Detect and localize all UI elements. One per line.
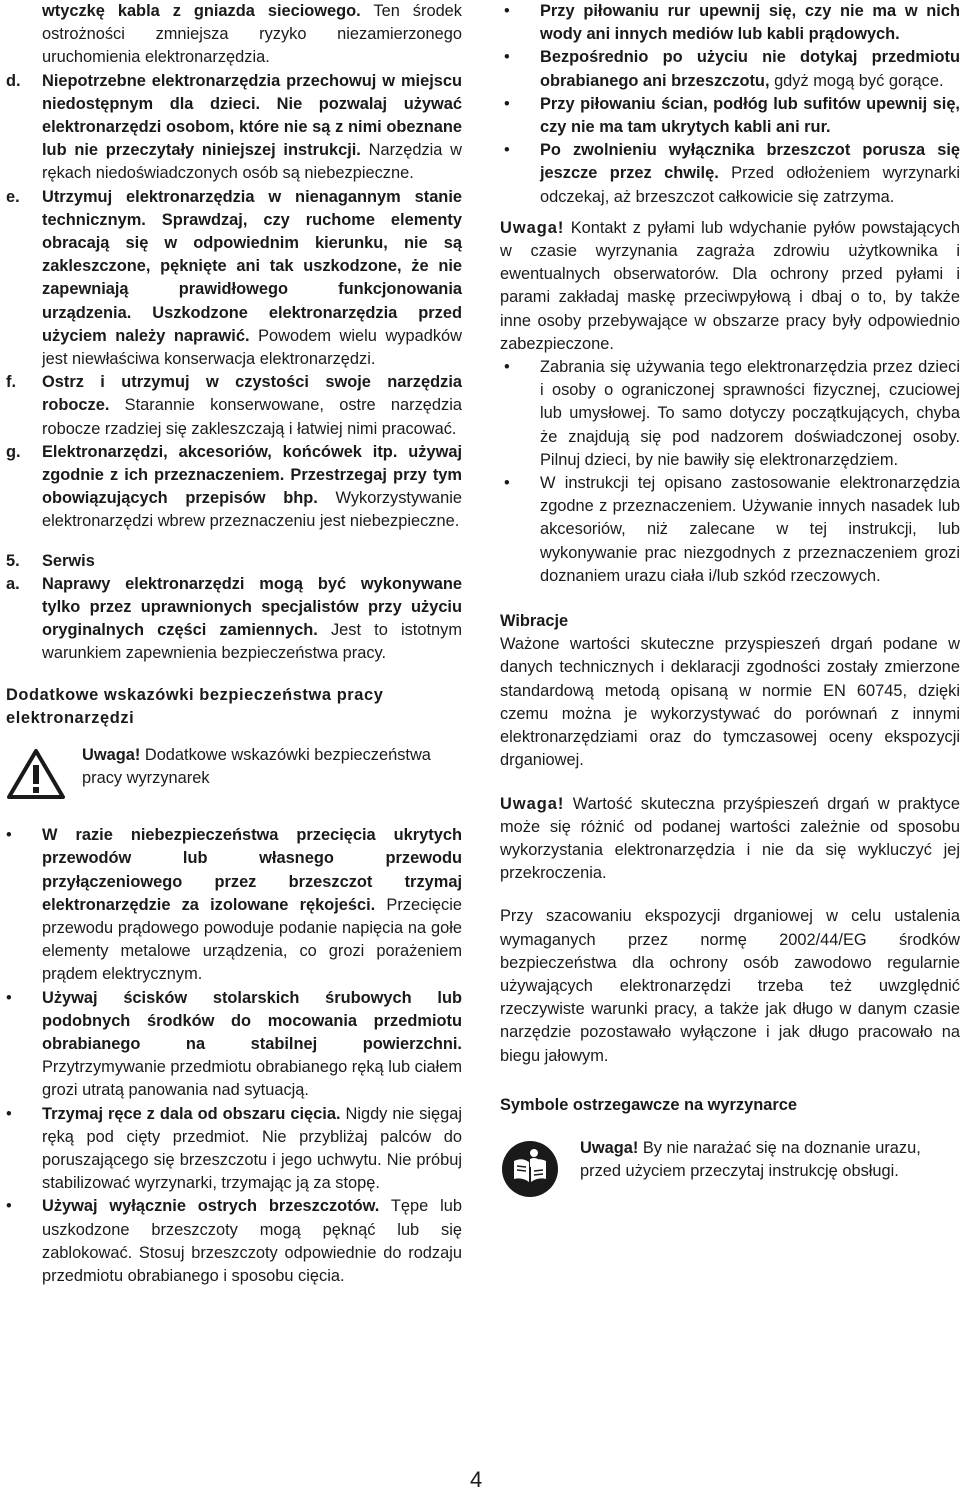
bullet-list (6, 824, 462, 1288)
left-column (6, 0, 462, 1288)
body-text: Przecięcie przewodu prądowego powoduje podanie napięcia na gołe elementy metalowe urządzenia, co grozi porażeniem prądem elektrycznym. (42, 895, 462, 984)
body-text: Starannie konserwowane, ostre narzędzia robocze rzadziej się zakleszczają i łatwiej nimi pracować. (42, 396, 462, 438)
list-item (500, 93, 960, 139)
vibration-warning-paragraph (500, 793, 960, 886)
list-item-d (6, 70, 462, 186)
dust-warning-paragraph (500, 217, 960, 356)
warning-label: Uwaga! (82, 746, 141, 765)
bold-text: wtyczkę kabla z gniazda sieciowego. (42, 2, 361, 20)
list-item-a (6, 573, 462, 666)
list-item: • Zabrania się używania tego elektronarzędzia przez dzieci i osoby o ograniczonej sprawności fizycznej, czuciowej lub umysłowej. To samo dotyczy początkujących, chyba że znajdują się pod nadzorem doświadczonej osoby. Pilnuj dzieci, by nie bawiły się elektronarzędziem. (500, 356, 960, 472)
warning-triangle-icon (6, 748, 66, 807)
item-label: d. (6, 71, 21, 90)
item-label: a. (6, 574, 20, 593)
bold-text: Naprawy elektronarzędzi mogą być wykonywane tylko przez uprawnionych specjalistów przy użyciu oryginalnych części zamiennych. (42, 574, 462, 640)
list-item (6, 987, 462, 1103)
body-text: Narzędzia w rękach niedoświadczonych osób są niebezpieczne. (42, 141, 462, 183)
list-item-f (6, 371, 462, 441)
list-item-g (6, 441, 462, 534)
bold-text: Elektronarzędzi, akcesoriów, końcówek itp. używaj zgodnie z ich przeznaczeniem. Przestrzegaj przy tym obowiązujących przepisów bhp. (42, 442, 462, 508)
item-label: g. (6, 442, 21, 461)
vibration-heading: Wibracje (500, 612, 569, 631)
list-item (500, 0, 960, 46)
bold-text: Przy piłowaniu ścian, podłóg lub sufitów upewnij się, czy nie ma tam ukrytych kabli ani rur. (540, 94, 960, 137)
list-item (6, 1103, 462, 1196)
section-5-heading (6, 550, 462, 573)
bold-text: Bezpośrednio po użyciu nie dotykaj przedmiotu obrabianego ani brzeszczotu, (540, 48, 960, 90)
symbol-warning-text (580, 1137, 960, 1183)
body-text: Przytrzymywanie przedmiotu obrabianego ręką lub ciałem grozi utratą panowania nad sytuacją. (42, 1058, 462, 1100)
body-text: Przed odłożeniem wyrzynarki odczekaj, aż brzeszczot całkowicie się zatrzyma. (540, 164, 960, 206)
section-number: 5. (6, 551, 20, 570)
read-manual-icon (500, 1139, 560, 1206)
symbols-heading: Symbole ostrzegawcze na wyrzynarce (500, 1095, 797, 1114)
list-item-c-continued (6, 0, 462, 70)
bold-text: Przy piłowaniu rur upewnij się, czy nie ma w nich wody ani innych mediów lub kabli prądowych. (540, 2, 960, 44)
bullet-list (500, 0, 960, 209)
bold-text: Po zwolnieniu wyłącznika brzeszczot porusza się jeszcze przez chwilę. (540, 141, 960, 183)
body-text: Jest to istotnym warunkiem zapewnienia bezpieczeństwa pracy. (42, 621, 462, 663)
body-text: Wykorzystywanie elektronarzędzi wbrew przeznaczeniu jest niebezpieczne. (42, 489, 462, 531)
body-text: Ten środek ostrożności zmniejsza ryzyko niezamierzonego uruchomienia elektronarzędzia. (42, 2, 462, 67)
list-item: • W instrukcji tej opisano zastosowanie elektronarzędzia zgodne z przeznaczeniem. Używanie innych nasadek lub akcesoriów, niż zalecane w tej instrukcji, lub wykonywanie prac niezgodnych z przeznaczeniem grozi doznaniem urazu ciała i/lub szkód rzeczowych. (500, 472, 960, 588)
vibration-paragraph: Ważone wartości skuteczne przyspieszeń drgań podane w danych technicznych i deklaracji zgodności zostały zmierzone standardową metodą opisaną w normie EN 60745, dzięki czemu można je wykorzystywać do porównań z innymi elektronarzędziami oraz do tymczasowej oceny ekspozycji drganiowej. (500, 635, 960, 770)
list-item (6, 1195, 462, 1288)
list-item (500, 46, 960, 92)
list-item (500, 139, 960, 209)
right-column (500, 0, 960, 1197)
bold-text: Używaj wyłącznie ostrych brzeszczotów. (42, 1197, 380, 1216)
body-text: Kontakt z pyłami lub wdychanie pyłów powstających w czasie wyrzynania zagraża zdrowiu użytkownika i ewentualnych obserwatorów. Dla ochrony przed pyłami i parami zakładaj maskę przeciwpyłową i dbaj o to, by także inne osoby przebywające w obszarze pracy były odpowiednio zabezpieczone. (500, 218, 960, 353)
body-text: gdyż mogą być gorące. (769, 71, 944, 90)
warning-notice (6, 744, 462, 804)
body-text: Wartość skuteczna przyśpieszeń drgań w praktyce może się różnić od podanej wartości zależnie od sposobu wykorzystania elektronarzędzia i nie da się wykluczyć jej przekroczenia. (500, 794, 960, 883)
item-label: e. (6, 187, 20, 206)
page-number: 4 (470, 1467, 483, 1492)
body-text: Dodatkowe wskazówki bezpieczeństwa pracy wyrzynarek (82, 746, 431, 788)
list-item-e (6, 186, 462, 372)
bold-text: Utrzymuj elektronarzędzia w nienagannym stanie technicznym. Sprawdzaj, czy ruchome elementy obracają się w odpowiednim kierunku, nie są zakleszczone, pęknięte ani tak uszkodzone, że nie zapewniają prawidłowego funkcjonowania urządzenia. Uszkodzone elektronarzędzia przed użyciem należy naprawić. (42, 187, 462, 345)
body-text: Nigdy nie sięgaj ręką pod cięty przedmiot. Nie przybliżaj palców do poruszającego się brzeszczotu i jego uchwytu. Nie próbuj stabilizować wyrzynarki, trzymając ją za stopę. (42, 1104, 462, 1193)
section-title: Serwis (42, 551, 95, 570)
exposure-paragraph: Przy szacowaniu ekspozycji drganiowej w celu ustalenia wymaganych przez normę 2002/44/EG środków bezpieczeństwa dla ochrony osób zawodowo regularnie używających elektronarzędzi trzeba też uwzględnić rzeczywiste warunki pracy, a także jak długo w danym czasie narzędzie pozostawało wyłączone i jak długo pracowało na biegu jałowym. (500, 907, 960, 1065)
body-text: Powodem wielu wypadków jest niewłaściwa konserwacja elektronarzędzi. (42, 326, 462, 369)
body-text: By nie narażać się na doznanie urazu, przed użyciem przeczytaj instrukcję obsługi. (580, 1138, 921, 1181)
bold-text: W razie niebezpieczeństwa przecięcia ukrytych przewodów lub własnego przewodu przyłączeniowego przez brzeszczot trzymaj elektronarzędzie za izolowane rękojeści. (42, 826, 462, 914)
additional-safety-heading: Dodatkowe wskazówki bezpieczeństwa pracy elektronarzędzi (6, 685, 384, 727)
warning-label: Uwaga! (580, 1138, 639, 1157)
bold-text: Niepotrzebne elektronarzędzia przechowuj w miejscu niedostępnym dla dzieci. Nie pozwalaj używać elektronarzędzi osobom, które nie są z nimi obeznane lub nie przeczytały niniejszej instrukcji. (42, 71, 462, 160)
bold-text: Ostrz i utrzymuj w czystości swoje narzędzia robocze. (42, 373, 462, 415)
warning-text (82, 744, 462, 790)
warning-label: Uwaga! (500, 218, 565, 237)
body-text: Tępe lub uszkodzone brzeszczoty mogą pęknąć lub się zablokować. Stosuj brzeszczoty odpowiednie do rodzaju przedmiotu obrabianego i sposobu cięcia. (42, 1197, 462, 1285)
symbol-warning (500, 1137, 960, 1197)
warning-label: Uwaga! (500, 794, 565, 813)
list-item (6, 824, 462, 986)
bold-text: Trzymaj ręce z dala od obszaru cięcia. (42, 1104, 341, 1123)
item-label: f. (6, 373, 17, 392)
bold-text: Używaj ścisków stolarskich śrubowych lub podobnych środków do mocowania przedmiotu obrabianego na stabilnej powierzchni. (42, 988, 462, 1053)
bullet-list (500, 356, 960, 588)
